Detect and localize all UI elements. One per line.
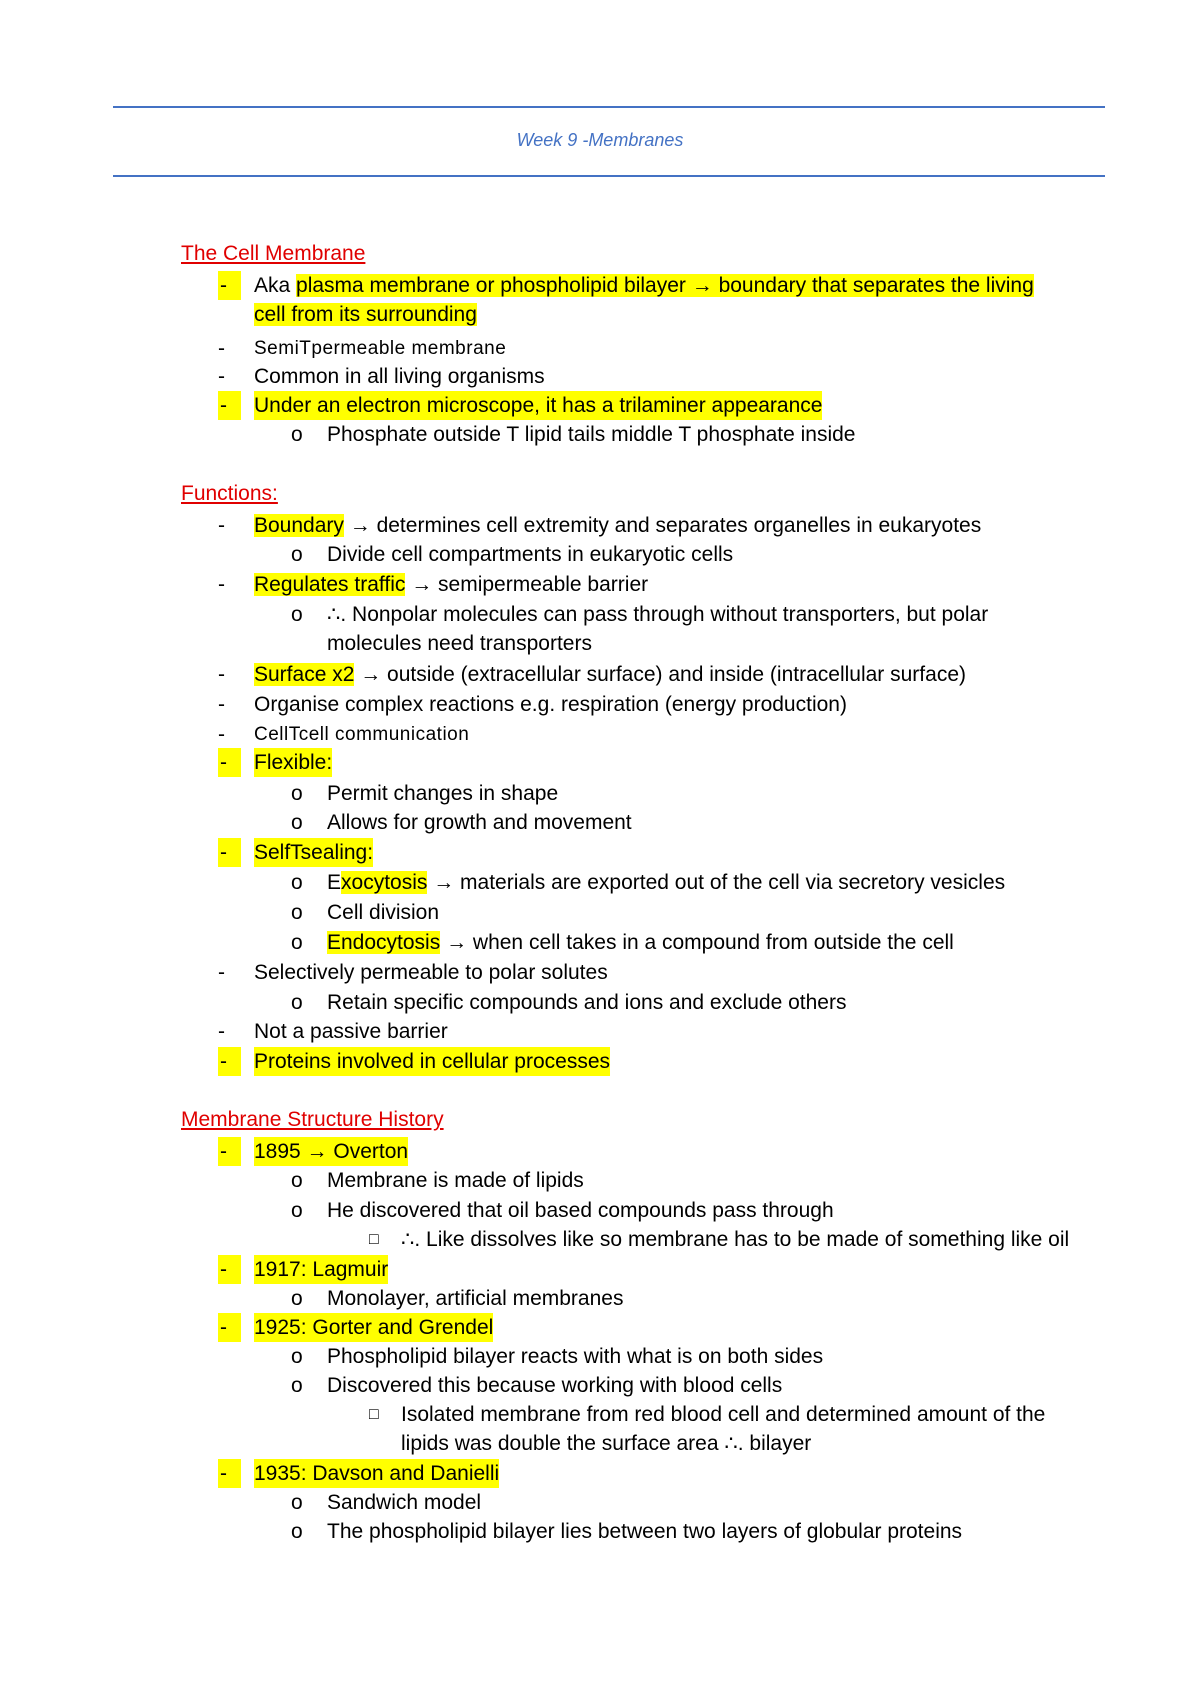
bullet-dash: - xyxy=(218,723,225,746)
list-item-text: ∴. Like dissolves like so membrane has to be made of something like oil xyxy=(401,1228,1070,1251)
bullet-dash: - xyxy=(218,1255,241,1284)
list-item-text: Not a passive barrier xyxy=(254,1020,448,1043)
list-item-text: E xyxy=(327,871,342,894)
bullet-square-icon: □ xyxy=(369,1231,379,1248)
bullet-circle: o xyxy=(291,1169,303,1192)
highlighted-text: xocytosis xyxy=(341,871,428,894)
bullet-circle: o xyxy=(291,782,303,805)
list-item-text: 1895 → Overton xyxy=(254,1137,408,1166)
list-item-text: Cell division xyxy=(327,901,440,924)
bullet-dash: - xyxy=(218,1459,241,1488)
list-item-text: Flexible: xyxy=(254,748,332,777)
header-rule-bottom xyxy=(113,175,1105,177)
bullet-dash: - xyxy=(218,365,225,388)
list-item-text: Under an electron microscope, it has a trilaminer appearance xyxy=(254,391,822,420)
list-item-text: He discovered that oil based compounds pass through xyxy=(327,1199,834,1222)
list-item-text: CellTcell communication xyxy=(254,724,470,745)
bullet-dash: - xyxy=(218,1020,225,1043)
bullet-circle: o xyxy=(291,1287,303,1310)
bullet-dash: - xyxy=(218,271,241,300)
list-item-text: → when cell takes in a compound from outside the cell xyxy=(440,931,954,954)
list-item-text: 1925: Gorter and Grendel xyxy=(254,1313,493,1342)
list-item-text: Retain specific compounds and ions and exclude others xyxy=(327,991,847,1014)
page-header-title: Week 9 -Membranes xyxy=(516,130,684,150)
highlighted-text: Regulates traffic xyxy=(254,573,406,596)
list-item-text: Common in all living organisms xyxy=(254,365,545,388)
list-item-text: Allows for growth and movement xyxy=(327,811,632,834)
highlighted-text: Endocytosis xyxy=(327,931,441,954)
list-item-text: Selectively permeable to polar solutes xyxy=(254,961,608,984)
bullet-square-icon: □ xyxy=(369,1406,379,1423)
bullet-circle: o xyxy=(291,1199,303,1222)
bullet-circle: o xyxy=(291,901,303,924)
bullet-dash: - xyxy=(218,1313,241,1342)
list-item-text: → materials are exported out of the cell via secretory vesicles xyxy=(427,871,1006,894)
bullet-circle: o xyxy=(291,543,303,566)
list-item-text: Proteins involved in cellular processes xyxy=(254,1047,610,1076)
bullet-circle: o xyxy=(291,1345,303,1368)
list-item-text: Sandwich model xyxy=(327,1491,482,1514)
bullet-circle: o xyxy=(291,931,303,954)
bullet-dash: - xyxy=(218,337,225,360)
list-item-text: Phospholipid bilayer reacts with what is on both sides xyxy=(327,1345,824,1368)
bullet-circle: o xyxy=(291,1374,303,1397)
highlighted-text: Surface x2 xyxy=(254,663,355,686)
list-item-text: Aka xyxy=(254,274,297,297)
bullet-dash: - xyxy=(218,663,225,686)
bullet-circle: o xyxy=(291,1520,303,1543)
list-item-text: Divide cell compartments in eukaryotic cells xyxy=(327,543,734,566)
bullet-circle: o xyxy=(291,991,303,1014)
highlighted-text: cell from its surrounding xyxy=(254,303,477,326)
bullet-dash: - xyxy=(218,391,241,420)
bullet-circle: o xyxy=(291,811,303,834)
bullet-dash: - xyxy=(218,514,225,537)
list-item-text: → semipermeable barrier xyxy=(405,573,649,596)
list-item-text: → determines cell extremity and separates organelles in eukaryotes xyxy=(343,514,982,537)
section-heading-history: Membrane Structure History xyxy=(181,1108,444,1131)
bullet-dash: - xyxy=(218,961,225,984)
bullet-dash: - xyxy=(218,838,241,867)
list-item-text: 1935: Davson and Danielli xyxy=(254,1459,499,1488)
list-item-continuation xyxy=(254,300,477,329)
list-item-text: Isolated membrane from red blood cell and determined amount of the xyxy=(401,1403,1046,1426)
list-item-text: Membrane is made of lipids xyxy=(327,1169,584,1192)
bullet-circle: o xyxy=(291,423,303,446)
list-item-text: 1917: Lagmuir xyxy=(254,1255,388,1284)
highlighted-text: Boundary xyxy=(254,514,344,537)
bullet-circle: o xyxy=(291,871,303,894)
bullet-dash: - xyxy=(218,1047,241,1076)
bullet-circle: o xyxy=(291,603,303,626)
list-item-text: The phospholipid bilayer lies between two layers of globular proteins xyxy=(327,1520,963,1543)
list-item-text: Discovered this because working with blood cells xyxy=(327,1374,783,1397)
bullet-circle: o xyxy=(291,1491,303,1514)
bullet-dash: - xyxy=(218,573,225,596)
list-item-text: SemiTpermeable membrane xyxy=(254,338,507,359)
list-item-text: ∴. Nonpolar molecules can pass through without transporters, but polar xyxy=(327,603,989,626)
section-heading-cell-membrane: The Cell Membrane xyxy=(181,242,366,265)
header-rule-top xyxy=(113,106,1105,108)
highlighted-text: plasma membrane or phospholipid bilayer → boundary that separates the living xyxy=(296,274,1034,297)
list-item-text: → outside (extracellular surface) and inside (intracellular surface) xyxy=(354,663,966,686)
bullet-dash: - xyxy=(218,748,241,777)
bullet-dash: - xyxy=(218,1137,241,1166)
list-item-text: Phosphate outside T lipid tails middle T phosphate inside xyxy=(327,423,856,446)
list-item-text: SelfTsealing: xyxy=(254,838,373,867)
section-heading-functions: Functions: xyxy=(181,482,278,505)
list-item-text: Organise complex reactions e.g. respiration (energy production) xyxy=(254,693,847,716)
list-item-text: Monolayer, artificial membranes xyxy=(327,1287,624,1310)
list-item-continuation: molecules need transporters xyxy=(327,632,592,655)
list-item-text: Permit changes in shape xyxy=(327,782,559,805)
bullet-dash: - xyxy=(218,693,225,716)
list-item-continuation: lipids was double the surface area ∴. bilayer xyxy=(401,1432,812,1455)
